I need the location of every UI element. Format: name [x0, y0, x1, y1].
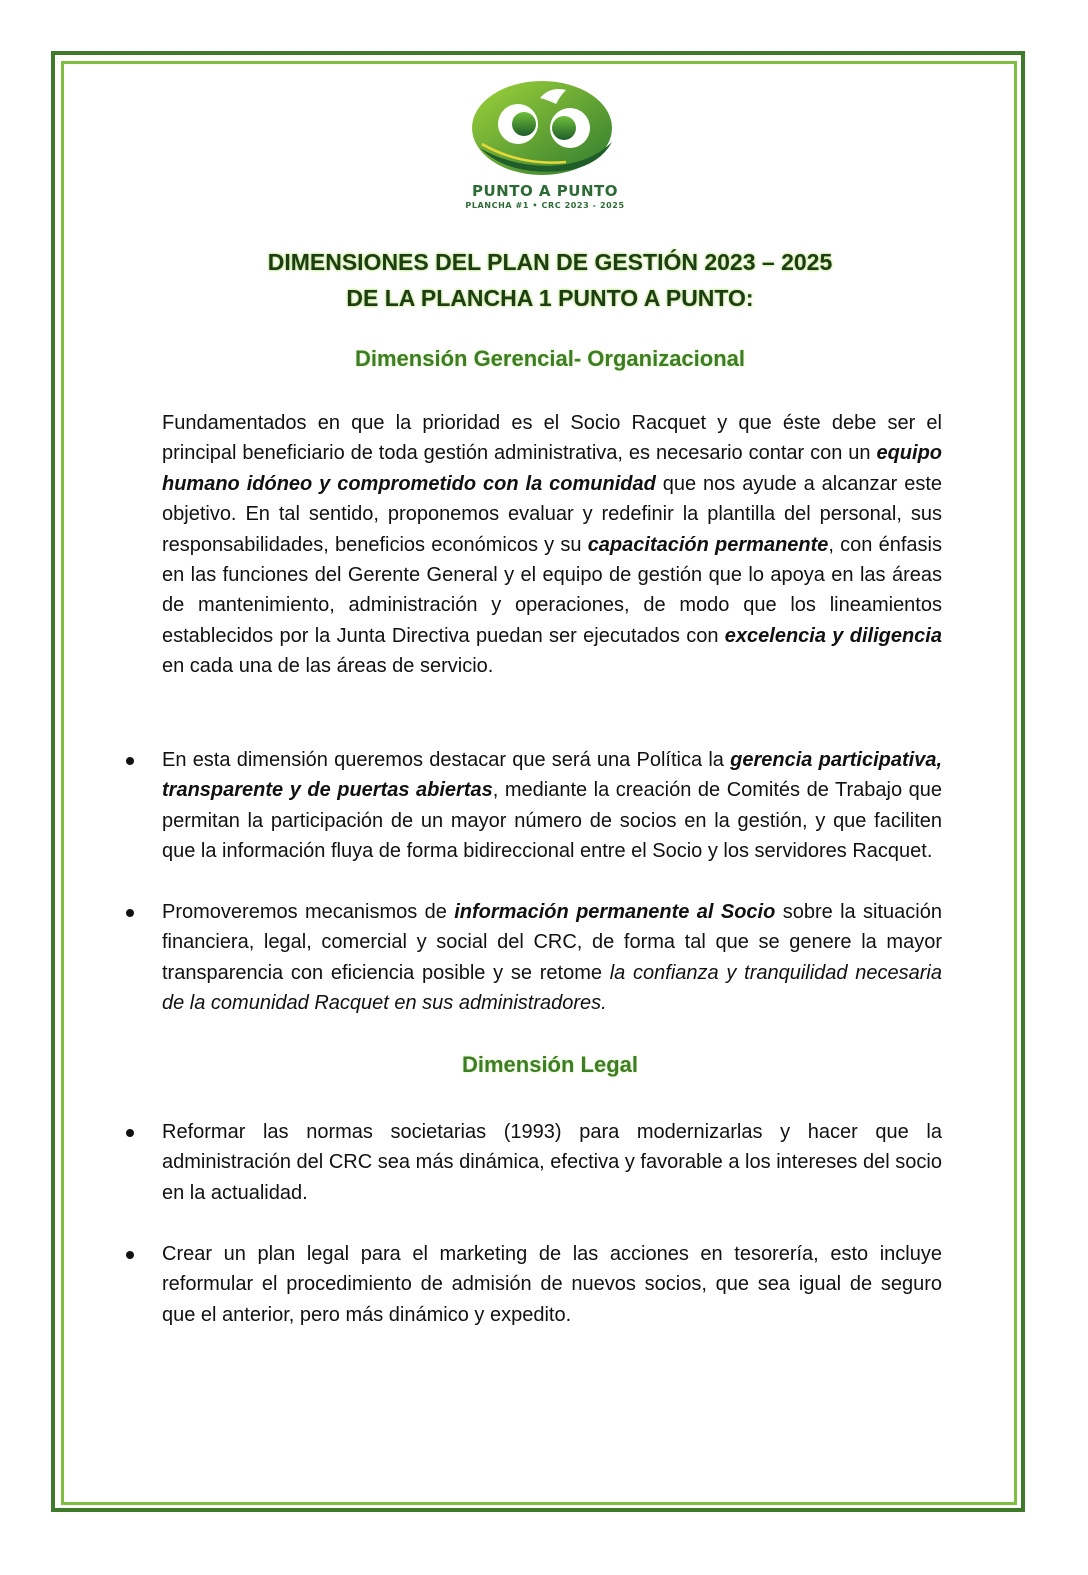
section-heading-legal: Dimensión Legal [461, 1052, 639, 1077]
list-item-text [162, 897, 942, 1019]
logo-emblem-icon [470, 78, 620, 178]
bullet-icon [126, 1129, 134, 1137]
emphasis-span: información permanente al Socio [454, 901, 776, 923]
list-item-text: Reformar las normas societarias (1993) para modernizarlas y hacer que la administración del CRC sea más dinámica, efectiva y favorable a los intereses del socio en la actualidad. [162, 1121, 942, 1204]
bullet-icon [126, 909, 134, 917]
emphasis-span: excelencia y diligencia [724, 624, 942, 647]
text-span: Promoveremos mecanismos de [162, 901, 455, 923]
section-heading-gerencial: Dimensión Gerencial- Organizacional [355, 346, 745, 371]
logo-name: PUNTO A PUNTO [472, 182, 618, 200]
text-span: sobre la situación financiera, legal, comercial y social del CRC, de forma tal que se genere la mayor transparencia con eficiencia posible y se retome [162, 901, 942, 984]
list-item-text: Crear un plan legal para el marketing de las acciones en tesorería, esto incluye reformular el procedimiento de admisión de nuevos socios, que sea igual de seguro que el anterior, pero más dinámico y expedito. [162, 1243, 942, 1326]
document-title-line-1: DIMENSIONES DEL PLAN DE GESTIÓN 2023 – 2025 [267, 249, 833, 275]
logo [440, 78, 650, 213]
text-span: En esta dimensión queremos destacar que será una Política la [162, 749, 731, 771]
text-span: , mediante la creación de Comités de Trabajo que permitan la participación de un mayor número de socios en la gestión, y que faciliten que la información fluya de forma bidireccional entre el Socio y los servidores Racquet. [162, 779, 943, 863]
text-span: , con énfasis en las funciones del Gerente General y el equipo de gestión que lo apoya en las áreas de mantenimiento, administración y operaciones, de modo que los lineamientos establecidos por la Junta Directiva puedan ser ejecutados con [162, 533, 942, 647]
text-span: que nos ayude a alcanzar este objetivo. En tal sentido, proponemos evaluar y redefinir la plantilla del personal, sus responsabilidades, beneficios económicos y su [162, 472, 943, 556]
emphasis-span: equipo humano idóneo y comprometido con la comunidad [162, 442, 942, 495]
text-span: en cada una de las áreas de servicio. [162, 655, 494, 678]
bullet-icon [126, 1251, 134, 1259]
emphasis-span: capacitación permanente [587, 533, 829, 556]
emphasis-span: gerencia participativa, transparente y de puertas abiertas [162, 749, 943, 802]
intro-paragraph [162, 408, 942, 682]
list-item-text [162, 745, 942, 867]
text-span: Fundamentados en que la prioridad es el Socio Racquet y que éste debe ser el principal beneficiario de toda gestión administrativa, es necesario contar con un [162, 412, 942, 465]
bullet-icon [126, 757, 134, 765]
logo-subtitle: PLANCHA #1 • CRC 2023 - 2025 [465, 201, 625, 210]
italic-span: la confianza y tranquilidad necesaria de la comunidad Racquet en sus administradores. [162, 961, 942, 1015]
document-title-line-2: DE LA PLANCHA 1 PUNTO A PUNTO: [346, 285, 754, 311]
